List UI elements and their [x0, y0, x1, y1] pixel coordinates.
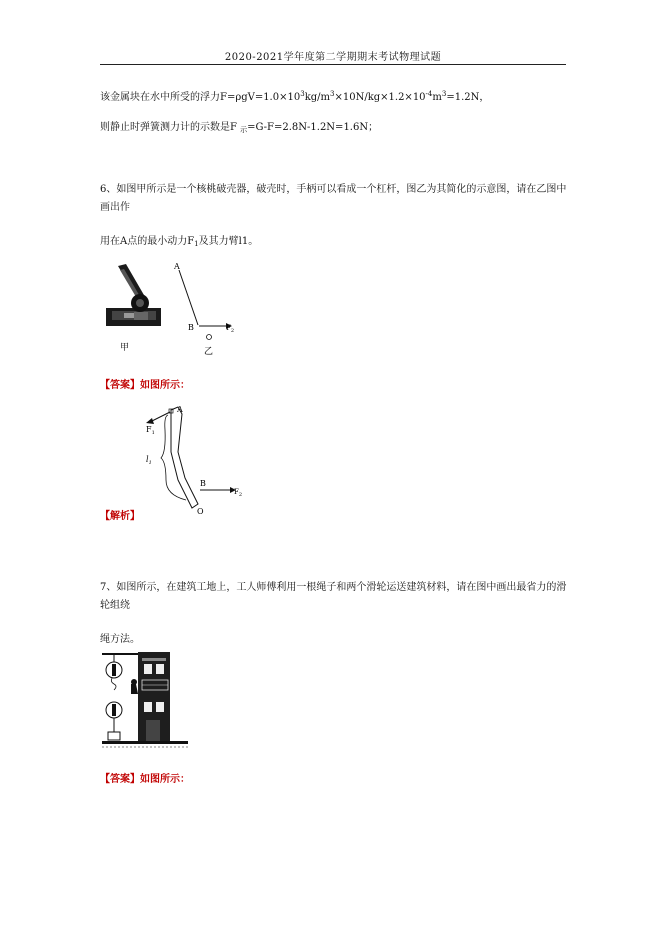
answer-point-o-label: O [197, 507, 204, 516]
q6-line3 [100, 232, 258, 248]
lever-arm-l1-label: $l_1$ [146, 455, 152, 466]
q6-line3-text: 用在A点的最小动力F [100, 236, 195, 247]
q6-analysis-label: 【解析】 [100, 511, 140, 522]
q6-line2: 画出作 [100, 202, 130, 213]
exponent: -4 [425, 90, 433, 98]
point-a-label: A [174, 262, 180, 271]
unit-text: m [432, 92, 442, 103]
result-text: =1.2N， [446, 92, 490, 103]
header-rule [100, 64, 566, 65]
q7-line3: 绳方法。 [100, 634, 140, 645]
q6-line1: 6、如图甲所示是一个核桃破壳器，破壳时，手柄可以看成一个杠杆，图乙为其简化的示意图，请在乙图中 [100, 184, 567, 195]
lever-answer-diagram [138, 400, 258, 516]
unit-text: ×10N/kg×1.2×10 [334, 92, 426, 103]
fig-jia-label: 甲 [120, 343, 130, 353]
force-f2-label: $F_2$ [226, 324, 235, 334]
answer-point-b-label: B [200, 479, 206, 488]
reading-result: =G-F=2.8N-1.2N=1.6N； [247, 122, 379, 133]
buoyancy-line [100, 88, 489, 103]
lever-diagram [168, 256, 248, 360]
point-b-label: B [188, 323, 194, 332]
q6-line3-suffix: 及其力臂l1。 [198, 236, 259, 247]
answer-force-f2-label: $F_2$ [234, 488, 243, 498]
q7-answer-label: 【答案】如图所示： [100, 774, 190, 785]
unit-text: kg/m [304, 92, 330, 103]
exponent: 3 [330, 90, 335, 98]
fig-yi-label: 乙 [204, 347, 214, 357]
walnut-cracker-image [98, 258, 168, 358]
q6-answer-label: 【答案】如图所示： [100, 380, 190, 391]
subscript: 示 [240, 126, 248, 134]
page-header: 2020-2021学年度第二学期期末考试物理试题 [224, 52, 442, 63]
answer-point-a-label: A [177, 405, 183, 414]
q7-line1: 7、如图所示，在建筑工地上，工人师傅利用一根绳子和两个滑轮运送建筑材料，请在图中画出最省力的滑 [100, 582, 567, 593]
reading-text: 则静止时弹簧测力计的示数是F [100, 122, 241, 133]
force-f1-label: $F_1$ [146, 425, 155, 436]
exponent: 3 [300, 90, 305, 98]
q7-line2: 轮组绕 [100, 600, 130, 611]
pulley-building-diagram [98, 648, 194, 752]
reading-line [100, 118, 378, 135]
subscript: 1 [194, 240, 199, 248]
buoyancy-text: 该金属块在水中所受的浮力F=ρgV=1.0×10 [100, 92, 301, 103]
exponent: 3 [441, 90, 447, 98]
